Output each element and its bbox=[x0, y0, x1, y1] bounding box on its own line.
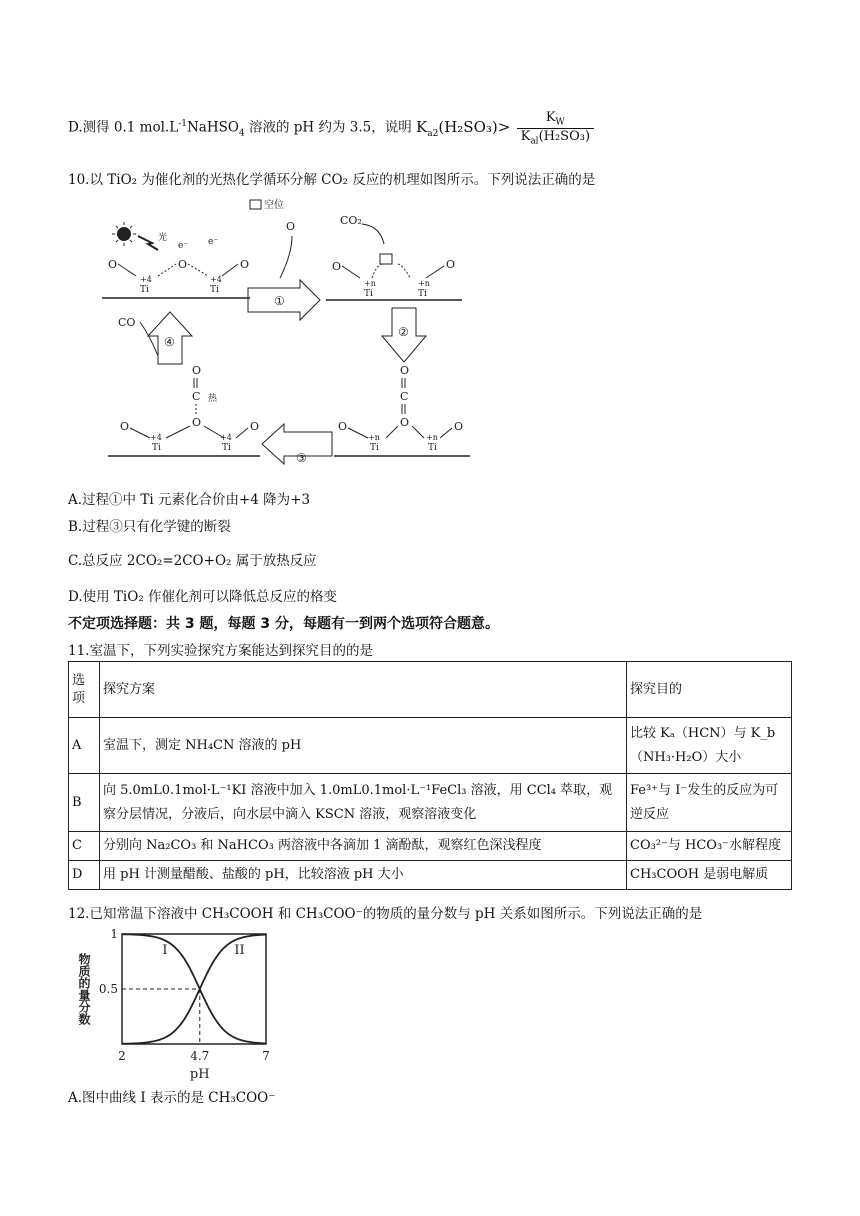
light-bolt-icon bbox=[138, 236, 158, 250]
row-goal: CO₃²⁻与 HCO₃⁻水解程度 bbox=[627, 832, 792, 861]
header-plan: 探究方案 bbox=[100, 662, 627, 718]
svg-text:CO: CO bbox=[118, 316, 136, 329]
svg-text:Ti: Ti bbox=[140, 285, 149, 295]
x-axis-label: pH bbox=[189, 1067, 210, 1082]
svg-text:①: ① bbox=[274, 294, 285, 308]
vacancy-box bbox=[380, 254, 392, 264]
table-header-row bbox=[69, 662, 792, 718]
q9-option-d bbox=[68, 110, 594, 146]
q11-table bbox=[68, 661, 792, 890]
svg-text:+4: +4 bbox=[220, 433, 232, 442]
svg-text:Ti: Ti bbox=[418, 289, 427, 299]
row-option: B bbox=[69, 774, 100, 832]
q10-option-a: A.过程①中 Ti 元素化合价由+4 降为+3 bbox=[68, 492, 311, 508]
svg-text:CO₂: CO₂ bbox=[340, 214, 362, 227]
svg-text:O: O bbox=[332, 260, 342, 273]
q9d-fraction: $\frac{K_W}{K_{al}(H_2SO_3)}$ bbox=[517, 110, 594, 146]
header-goal: 探究目的 bbox=[627, 662, 792, 718]
x-tick-label: 4.7 bbox=[190, 1049, 210, 1063]
table-row bbox=[69, 861, 792, 890]
svg-text:Ti: Ti bbox=[364, 289, 373, 299]
svg-text:e⁻: e⁻ bbox=[208, 237, 219, 247]
svg-text:+n: +n bbox=[368, 433, 380, 442]
svg-text:O: O bbox=[120, 420, 130, 433]
svg-text:热: 热 bbox=[208, 394, 218, 404]
svg-text:Ti: Ti bbox=[370, 443, 379, 453]
legend-label: 空位 bbox=[264, 200, 284, 211]
q12-option-a: A.图中曲线 I 表示的是 CH₃COO⁻ bbox=[68, 1090, 276, 1106]
mechanism-diagram bbox=[100, 196, 480, 466]
q12-stem: 12.已知常温下溶液中 CH₃COOH 和 CH₃COO⁻的物质的量分数与 pH 关系如图所示。下列说法正确的是 bbox=[68, 906, 703, 922]
curve-label-II: II bbox=[234, 942, 245, 958]
q11-stem: 11.室温下，下列实验探究方案能达到探究目的的是 bbox=[68, 643, 373, 659]
svg-text:O: O bbox=[400, 364, 410, 377]
q10-option-c: C.总反应 2CO₂=2CO+O₂ 属于放热反应 bbox=[68, 553, 317, 569]
row-plan: 室温下，测定 NH₄CN 溶液的 pH bbox=[100, 718, 627, 774]
q9d-sub: 4 bbox=[238, 128, 245, 139]
y-tick-label: 0.5 bbox=[98, 982, 118, 996]
svg-text:③: ③ bbox=[296, 451, 307, 465]
table-row bbox=[69, 832, 792, 861]
q10-option-d: D.使用 TiO₂ 作催化剂可以降低总反应的格变 bbox=[68, 589, 338, 605]
panel-3 bbox=[334, 364, 470, 456]
y-tick-label: 1 bbox=[110, 927, 118, 941]
svg-text:光: 光 bbox=[158, 233, 168, 243]
svg-text:+n: +n bbox=[426, 433, 438, 442]
sun-icon bbox=[117, 227, 131, 241]
table-row bbox=[69, 774, 792, 832]
row-goal: CH₃COOH 是弱电解质 bbox=[627, 861, 792, 890]
svg-text:④: ④ bbox=[164, 335, 175, 349]
table-row bbox=[69, 718, 792, 774]
section-heading: 不定项选择题：共 3 题，每题 3 分，每题有一到两个选项符合题意。 bbox=[68, 616, 499, 632]
x-tick-label: 7 bbox=[262, 1049, 270, 1063]
svg-text:O: O bbox=[454, 420, 464, 433]
row-goal: 比较 Kₐ（HCN）与 K_b（NH₃·H₂O）大小 bbox=[627, 718, 792, 774]
row-option: C bbox=[69, 832, 100, 861]
svg-text:O: O bbox=[400, 416, 410, 429]
q9d-sup: -1 bbox=[178, 119, 187, 130]
svg-text:Ti: Ti bbox=[210, 285, 219, 295]
q10-option-b: B.过程③只有化学键的断裂 bbox=[68, 519, 231, 535]
svg-text:O: O bbox=[108, 258, 118, 271]
y-axis-label: 物质的量分数 bbox=[77, 953, 91, 1025]
panel-2 bbox=[326, 214, 462, 300]
step-2-arrow bbox=[382, 308, 426, 362]
panel-4 bbox=[108, 364, 260, 456]
svg-text:O: O bbox=[446, 258, 456, 271]
row-option: A bbox=[69, 718, 100, 774]
svg-text:②: ② bbox=[398, 325, 409, 339]
svg-text:+4: +4 bbox=[150, 433, 162, 442]
step-4-arrow bbox=[118, 312, 192, 364]
row-plan: 用 pH 计测量醋酸、盐酸的 pH，比较溶液 pH 大小 bbox=[100, 861, 627, 890]
svg-text:O: O bbox=[192, 364, 202, 377]
vacancy-legend-box bbox=[250, 200, 261, 209]
svg-text:Ti: Ti bbox=[152, 443, 161, 453]
q9d-lhs: $K_{a2}(H_2SO_3)>$ bbox=[416, 117, 511, 139]
row-goal: Fe³⁺与 I⁻发生的反应为可逆反应 bbox=[627, 774, 792, 832]
svg-text:e⁻: e⁻ bbox=[178, 241, 189, 251]
curve-label-I: I bbox=[162, 942, 168, 958]
panel-1 bbox=[102, 220, 295, 298]
fraction-ph-chart bbox=[70, 926, 290, 1086]
svg-text:Ti: Ti bbox=[428, 443, 437, 453]
svg-text:C: C bbox=[192, 390, 201, 403]
step-1-arrow bbox=[248, 280, 320, 320]
q10-stem: 10.以 TiO₂ 为催化剂的光热化学循环分解 CO₂ 反应的机理如图所示。下列说法正确的是 bbox=[68, 172, 596, 188]
q9d-text-after: 溶液的 pH 约为 3.5，说明 bbox=[244, 119, 412, 136]
svg-text:+n: +n bbox=[418, 279, 430, 288]
svg-text:+4: +4 bbox=[210, 275, 222, 284]
row-plan: 分别向 Na₂CO₃ 和 NaHCO₃ 两溶液中各滴加 1 滴酚酞，观察红色深浅程度 bbox=[100, 832, 627, 861]
step-3-arrow bbox=[262, 424, 332, 465]
q9d-text: D.测得 0.1 mol.L bbox=[68, 119, 179, 136]
svg-text:O: O bbox=[338, 420, 348, 433]
x-tick-label: 2 bbox=[118, 1049, 126, 1063]
svg-text:+4: +4 bbox=[140, 275, 152, 284]
svg-text:Ti: Ti bbox=[222, 443, 231, 453]
row-option: D bbox=[69, 861, 100, 890]
svg-text:O: O bbox=[240, 258, 250, 271]
header-option: 选项 bbox=[69, 662, 100, 718]
svg-text:O: O bbox=[250, 420, 260, 433]
q9d-text-mid: NaHSO bbox=[186, 119, 239, 136]
svg-text:C: C bbox=[400, 390, 409, 403]
svg-text:O: O bbox=[178, 258, 188, 271]
svg-text:O: O bbox=[286, 220, 296, 233]
svg-text:+n: +n bbox=[364, 279, 376, 288]
row-plan: 向 5.0mL0.1mol·L⁻¹KI 溶液中加入 1.0mL0.1mol·L⁻¹FeCl₃ 溶液，用 CCl₄ 萃取，观察分层情况，分液后，向水层中滴入 KSCN 溶液，观察溶液变化 bbox=[100, 774, 627, 832]
svg-text:O: O bbox=[192, 416, 202, 429]
